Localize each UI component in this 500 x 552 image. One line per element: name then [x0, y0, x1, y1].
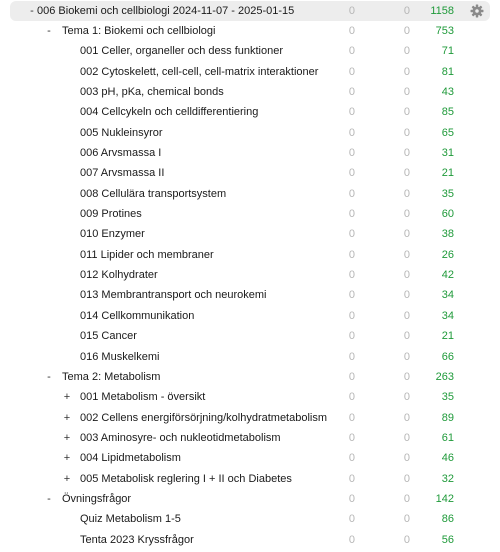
deck-row[interactable]	[0, 265, 500, 285]
new-count: 0	[348, 350, 355, 363]
learn-count: 0	[403, 25, 410, 37]
deck-name[interactable]: 006 Arvsmassa I	[80, 147, 162, 160]
learn-count: 0	[403, 309, 410, 322]
learn-count: 0	[403, 126, 410, 139]
new-count: 0	[348, 65, 355, 78]
expander-toggle[interactable]: +	[63, 452, 71, 465]
due-count: 31	[441, 147, 454, 160]
due-count: 142	[435, 492, 454, 505]
due-count: 42	[441, 269, 454, 282]
learn-count: 0	[403, 65, 410, 78]
due-count: 81	[441, 65, 454, 78]
deck-row[interactable]	[0, 428, 500, 448]
new-count: 0	[348, 269, 355, 282]
due-count: 85	[441, 106, 454, 119]
learn-count: 0	[403, 330, 410, 343]
expander-toggle[interactable]: -	[47, 370, 51, 383]
learn-count: 0	[403, 472, 410, 485]
deck-name[interactable]: Quiz Metabolism 1-5	[80, 513, 181, 526]
deck-row[interactable]	[0, 204, 500, 224]
deck-row[interactable]	[0, 41, 500, 61]
deck-row[interactable]	[0, 509, 500, 529]
expander-toggle[interactable]: -	[47, 492, 51, 505]
new-count: 0	[348, 431, 355, 444]
due-count: 263	[435, 370, 454, 383]
new-count: 0	[348, 228, 355, 241]
new-count: 0	[348, 370, 355, 383]
deck-row[interactable]	[0, 489, 500, 509]
gear-icon[interactable]	[470, 4, 484, 18]
learn-count: 0	[403, 208, 410, 221]
due-count: 56	[441, 533, 454, 546]
new-count: 0	[348, 25, 355, 37]
due-count: 71	[441, 45, 454, 58]
due-count: 86	[441, 513, 454, 526]
deck-row[interactable]	[0, 62, 500, 82]
due-count: 34	[441, 309, 454, 322]
deck-name[interactable]: 002 Cellens energiförsörjning/kolhydratmetabolism	[80, 411, 328, 424]
deck-row[interactable]	[0, 408, 500, 428]
new-count: 0	[348, 309, 355, 322]
due-count: 35	[441, 391, 454, 404]
new-count: 0	[348, 330, 355, 343]
deck-name[interactable]: 005 Metabolisk reglering I + II och Diabetes	[80, 472, 292, 485]
deck-row[interactable]	[0, 245, 500, 265]
deck-row[interactable]	[0, 469, 500, 489]
due-count: 38	[441, 228, 454, 241]
due-count: 1158	[430, 5, 454, 17]
deck-row[interactable]	[0, 123, 500, 143]
learn-count: 0	[403, 86, 410, 99]
new-count: 0	[348, 452, 355, 465]
new-count: 0	[348, 411, 355, 424]
learn-count: 0	[403, 350, 410, 363]
deck-row[interactable]	[0, 82, 500, 102]
due-count: 32	[441, 472, 454, 485]
learn-count: 0	[403, 228, 410, 241]
deck-name[interactable]: 009 Protines	[80, 208, 142, 221]
due-count: 89	[441, 411, 454, 424]
learn-count: 0	[403, 5, 410, 17]
due-count: 43	[441, 86, 454, 99]
new-count: 0	[348, 533, 355, 546]
deck-name[interactable]: 012 Kolhydrater	[80, 269, 158, 282]
deck-name[interactable]: 005 Nukleinsyror	[80, 126, 163, 139]
deck-name[interactable]: 015 Cancer	[80, 330, 137, 343]
expander-toggle[interactable]: +	[63, 472, 71, 485]
new-count: 0	[348, 126, 355, 139]
deck-name[interactable]: 010 Enzymer	[80, 228, 145, 241]
learn-count: 0	[403, 452, 410, 465]
deck-row[interactable]	[0, 347, 500, 367]
new-count: 0	[348, 45, 355, 58]
learn-count: 0	[403, 513, 410, 526]
due-count: 21	[441, 167, 454, 180]
new-count: 0	[348, 391, 355, 404]
deck-name[interactable]: 001 Metabolism - översikt	[80, 391, 206, 404]
deck-row[interactable]	[0, 224, 500, 244]
learn-count: 0	[403, 411, 410, 424]
deck-row[interactable]	[0, 102, 500, 122]
learn-count: 0	[403, 492, 410, 505]
deck-list	[0, 1, 500, 550]
deck-name[interactable]: Tenta 2023 Kryssfrågor	[80, 533, 194, 546]
learn-count: 0	[403, 431, 410, 444]
deck-name[interactable]: 001 Celler, organeller och dess funktioner	[80, 45, 284, 58]
new-count: 0	[348, 472, 355, 485]
due-count: 21	[441, 330, 454, 343]
new-count: 0	[348, 5, 355, 17]
expander-toggle[interactable]: +	[63, 431, 71, 444]
deck-name[interactable]: Övningsfrågor	[62, 492, 132, 505]
expander-toggle[interactable]: -	[47, 25, 51, 37]
deck-row[interactable]	[0, 530, 500, 550]
deck-row[interactable]	[0, 21, 500, 41]
new-count: 0	[348, 187, 355, 200]
deck-name[interactable]: Tema 1: Biokemi och cellbiologi	[62, 25, 216, 37]
deck-row[interactable]	[0, 184, 500, 204]
new-count: 0	[348, 106, 355, 119]
deck-name[interactable]: 003 pH, pKa, chemical bonds	[80, 86, 224, 99]
due-count: 46	[441, 452, 454, 465]
deck-row[interactable]	[0, 143, 500, 163]
deck-row[interactable]	[10, 1, 490, 21]
deck-name[interactable]: 002 Cytoskelett, cell-cell, cell-matrix interaktioner	[80, 65, 319, 78]
deck-row[interactable]	[0, 306, 500, 326]
learn-count: 0	[403, 533, 410, 546]
learn-count: 0	[403, 289, 410, 302]
deck-name[interactable]: 006 Biokemi och cellbiologi 2024-11-07 - 2025-01-15	[37, 5, 295, 17]
learn-count: 0	[403, 391, 410, 404]
due-count: 35	[441, 187, 454, 200]
due-count: 61	[441, 431, 454, 444]
deck-name[interactable]: 016 Muskelkemi	[80, 350, 160, 363]
learn-count: 0	[403, 45, 410, 58]
deck-name[interactable]: 003 Aminosyre- och nukleotidmetabolism	[80, 431, 281, 444]
learn-count: 0	[403, 167, 410, 180]
learn-count: 0	[403, 187, 410, 200]
deck-name[interactable]: Tema 2: Metabolism	[62, 370, 161, 383]
learn-count: 0	[403, 370, 410, 383]
expander-toggle[interactable]: -	[30, 5, 34, 17]
due-count: 34	[441, 289, 454, 302]
due-count: 60	[441, 208, 454, 221]
deck-row[interactable]	[0, 163, 500, 183]
learn-count: 0	[403, 147, 410, 160]
deck-name[interactable]: 011 Lipider och membraner	[80, 248, 214, 261]
new-count: 0	[348, 147, 355, 160]
expander-toggle[interactable]: +	[63, 411, 71, 424]
learn-count: 0	[403, 269, 410, 282]
deck-row[interactable]	[0, 326, 500, 346]
deck-name[interactable]: 014 Cellkommunikation	[80, 309, 195, 322]
learn-count: 0	[403, 106, 410, 119]
due-count: 26	[441, 248, 454, 261]
learn-count: 0	[403, 248, 410, 261]
deck-row[interactable]	[0, 285, 500, 305]
deck-name[interactable]: 004 Cellcykeln och celldifferentiering	[80, 106, 259, 119]
new-count: 0	[348, 208, 355, 221]
deck-row[interactable]	[0, 367, 500, 387]
new-count: 0	[348, 492, 355, 505]
due-count: 66	[441, 350, 454, 363]
expander-toggle[interactable]: +	[63, 391, 71, 404]
new-count: 0	[348, 289, 355, 302]
new-count: 0	[348, 167, 355, 180]
deck-row[interactable]	[0, 448, 500, 468]
new-count: 0	[348, 513, 355, 526]
deck-name[interactable]: 004 Lipidmetabolism	[80, 452, 181, 465]
deck-name[interactable]: 013 Membrantransport och neurokemi	[80, 289, 267, 302]
new-count: 0	[348, 248, 355, 261]
deck-row[interactable]	[0, 387, 500, 407]
due-count: 753	[435, 25, 454, 37]
deck-name[interactable]: 008 Cellulära transportsystem	[80, 187, 227, 200]
new-count: 0	[348, 86, 355, 99]
deck-name[interactable]: 007 Arvsmassa II	[80, 167, 165, 180]
due-count: 65	[441, 126, 454, 139]
